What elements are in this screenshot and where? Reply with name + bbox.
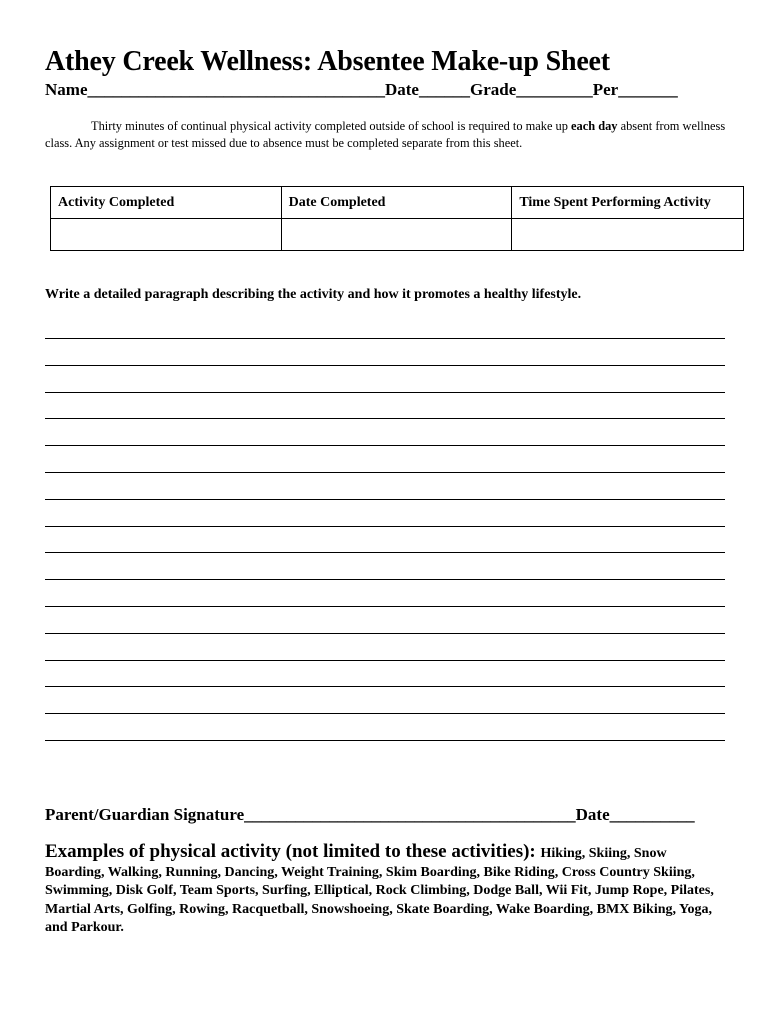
writing-line[interactable] xyxy=(45,740,725,741)
activity-table-header-row xyxy=(51,187,744,219)
column-header-time-spent: Time Spent Performing Activity xyxy=(512,187,744,219)
writing-line[interactable] xyxy=(45,633,725,634)
time-spent-cell[interactable] xyxy=(512,219,744,251)
activity-table-entry-row[interactable] xyxy=(51,219,744,251)
writing-line[interactable] xyxy=(45,713,725,714)
writing-lines-area[interactable] xyxy=(45,338,725,767)
writing-line[interactable] xyxy=(45,660,725,661)
writing-line[interactable] xyxy=(45,338,725,339)
activity-examples xyxy=(45,843,717,938)
writing-line[interactable] xyxy=(45,365,725,366)
activity-table xyxy=(50,186,744,251)
instructions-text-part1: Thirty minutes of continual physical activity completed outside of school is required to make up xyxy=(91,119,572,133)
writing-line[interactable] xyxy=(45,686,725,687)
paragraph-prompt: Write a detailed paragraph describing the activity and how it promotes a healthy lifestyle. xyxy=(45,287,582,302)
date-completed-cell[interactable] xyxy=(281,219,512,251)
writing-line[interactable] xyxy=(45,606,725,607)
writing-line[interactable] xyxy=(45,552,725,553)
writing-line[interactable] xyxy=(45,392,725,393)
instructions-paragraph xyxy=(45,118,735,152)
writing-line[interactable] xyxy=(45,579,725,580)
name-date-grade-per-fields[interactable]: Name___________________________________Date______Grade_________Per_______ xyxy=(45,80,678,99)
examples-heading: Examples of physical activity (not limited to these activities): xyxy=(45,841,541,862)
column-header-date-completed: Date Completed xyxy=(281,187,512,219)
parent-signature-date-field[interactable]: Parent/Guardian Signature_______________________________________Date__________ xyxy=(45,805,695,824)
document-title: Athey Creek Wellness: Absentee Make-up Sheet xyxy=(45,46,610,77)
writing-line[interactable] xyxy=(45,418,725,419)
examples-list: Hiking, Skiing, Snow Boarding, Walking, Running, Dancing, Weight Training, Skim Boarding, Bike Riding, Cross Country Skiing, Swimming, Disk Golf, Team Sports, Surfing, Elliptical, Rock Climbing, Dodge Ball, Wii Fit, Jump Rope, Pilates, Martial Arts, Golfing, Rowing, Racquetball, Snowshoeing, Skate Boarding, Wake Boarding, BMX Biking, Yoga, and Parkour. xyxy=(45,846,714,935)
writing-line[interactable] xyxy=(45,526,725,527)
writing-line[interactable] xyxy=(45,445,725,446)
activity-completed-cell[interactable] xyxy=(51,219,282,251)
writing-line[interactable] xyxy=(45,499,725,500)
writing-line[interactable] xyxy=(45,472,725,473)
instructions-emphasis: each day xyxy=(571,119,618,133)
instructions-text-part2: absent from wellness class. Any assignment or test missed due to absence must be completed separate from this sheet. xyxy=(45,119,726,150)
column-header-activity-completed: Activity Completed xyxy=(51,187,282,219)
